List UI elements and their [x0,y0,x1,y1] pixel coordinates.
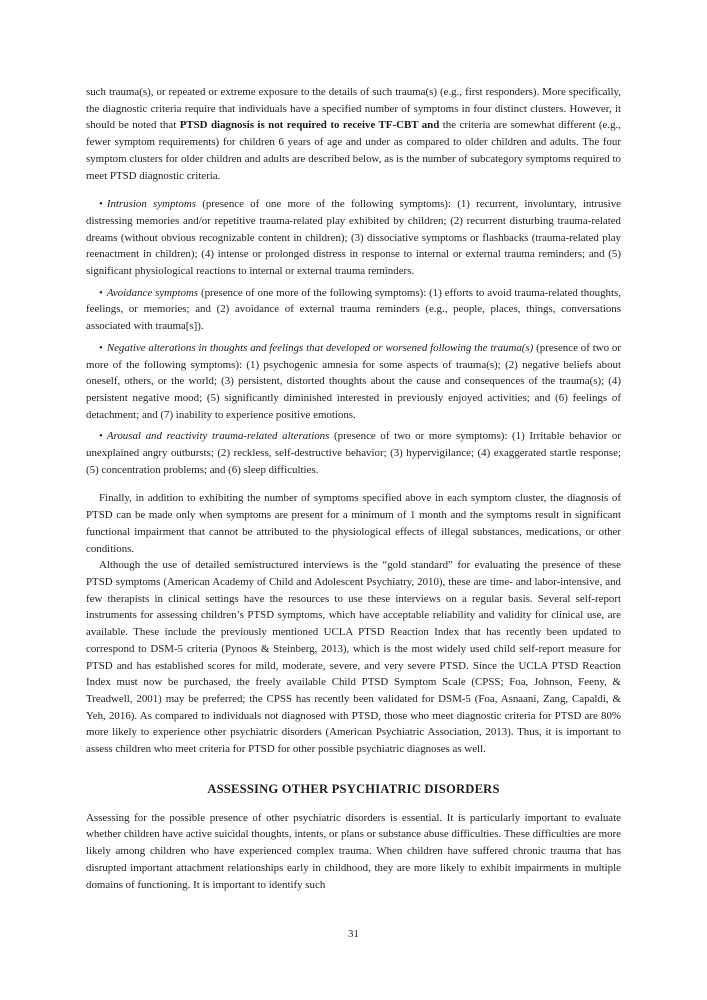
intro-bold-text: PTSD diagnosis is not required to receive TF-CBT and [179,119,440,132]
list-item-title: Arousal and reactivity trauma-related alterations [106,430,330,443]
list-item [86,196,621,280]
bullet-icon: • [99,198,103,211]
assessing-paragraph: Assessing for the possible presence of other psychiatric disorders is essential. It is particularly important to evaluate whether children have active suicidal thoughts, intents, or plans or substance abuse difficulties. These difficulties are more likely among children who have experienced complex trauma. When children have suffered chronic trauma that has disrupted important attachment relationships early in childhood, they are more likely to exhibit impairments in multiple domains of functioning. It is important to identify such [86,811,621,891]
bullet-icon: • [99,286,103,299]
list-item-text: (presence of one more of the following symptoms): (1) efforts to avoid trauma-related thoughts, feelings, or memories; and (2) avoidance of external trauma reminders (e.g., people, places, things, conversations associated with trauma[s]). [86,286,621,333]
finally-paragraph: Finally, in addition to exhibiting the number of symptoms specified above in each symptom cluster, the diagnosis of PTSD can be made only when symptoms are present for a minimum of 1 month and the symptoms result in significant functional impairment that cannot be attributed to the physiological effects of illegal substances, medications, or other conditions. [86,492,621,555]
list-item [86,285,621,335]
list-item-title: Intrusion symptoms [106,198,196,211]
list-item-title: Avoidance symptoms [106,286,199,299]
bullet-icon: • [99,430,103,443]
page-body [86,84,621,893]
list-item [86,340,621,424]
list-item-text: (presence of two or more symptoms): (1) Irritable behavior or unexplained angry outbursts; (2) reckless, self-destructive behavior; (3) hypervigilance; (4) exaggerated startle response; (5) concentration problems; and (6) sleep difficulties. [86,430,621,476]
list-item-text: (presence of one more of the following symptoms): (1) recurrent, involuntary, intrusive distressing memories and/or repetitive trauma-related play exhibited by children; (2) recurrent disturbing trauma-related dreams (without obvious recognizable content in children); (3) dissociative symptoms or flashbacks (trauma-related play reenactment in children); (4) intense or prolonged distress in response to internal or external trauma reminders; and (5) significant physiological reactions to internal or external trauma reminders. [86,198,621,278]
list-item-text: (presence of two or more of the following symptoms): (1) psychogenic amnesia for some aspects of trauma(s); (2) negative beliefs about oneself, others, or the world; (3) persistent, distorted thoughts about the cause and consequences of the trauma(s); (4) persistent negative mood; (5) significantly diminished interested in previously enjoyed activities; and (6) feelings of detachment; and (7) inability to experience positive emotions. [86,341,621,421]
bullet-icon: • [99,341,103,354]
list-item-title: Negative alterations in thoughts and feelings that developed or worsened following the trauma(s) [106,341,534,354]
intro-text-end: the criteria are somewhat different (e.g., fewer symptom requirements) for children 6 years of age and under as compared to older children and adults. The four symptom clusters for older children and adults are described below, as is the number of subcategory symptoms required to meet PTSD diagnostic criteria. [86,119,622,182]
intro-paragraph [86,84,621,184]
section-heading: ASSESSING OTHER PSYCHIATRIC DISORDERS [207,781,500,796]
symptom-cluster-list [86,196,621,478]
although-paragraph: Although the use of detailed semistructured interviews is the “gold standard” for evaluating the presence of these PTSD symptoms (American Academy of Child and Adolescent Psychiatry, 2010), these are time- and labor-intensive, and few therapists in clinical settings have the resources to use these interviews on a regular basis. Several self-report instruments for assessing children’s PTSD symptoms, which have acceptable reliability and validity for clinical use, are available. These include the previously mentioned UCLA PTSD Reaction Index that has recently been updated to correspond to DSM-5 criteria (Pynoos & Steinberg, 2013), which is the most widely used child self-report measure for PTSD and has established scores for mild, moderate, severe, and very severe PTSD. Since the UCLA PTSD Reaction Index must now be purchased, the freely available Child PTSD Symptom Scale (CPSS; Foa, Johnson, Feeny, & Treadwell, 2001) may be preferred; the CPSS has recently been validated for DSM-5 (Foa, Asnaani, Zang, Capaldi, & Yeh, 2016). As compared to individuals not diagnosed with PTSD, those who meet diagnostic criteria for PTSD are 80% more likely to experience other psychiatric disorders (American Psychiatric Association, 2013). Thus, it is important to assess children who meet criteria for PTSD for other possible psychiatric diagnoses as well. [86,559,621,756]
page-number: 31 [348,928,359,940]
intro-text-start: such trauma(s), or repeated or extreme exposure to the details of such trauma(s) (e.g., first responders). More specifically, the diagnostic criteria require that individuals have a specified number of symptoms in four distinct clusters. However, it should be noted that [86,86,621,132]
list-item [86,428,621,478]
